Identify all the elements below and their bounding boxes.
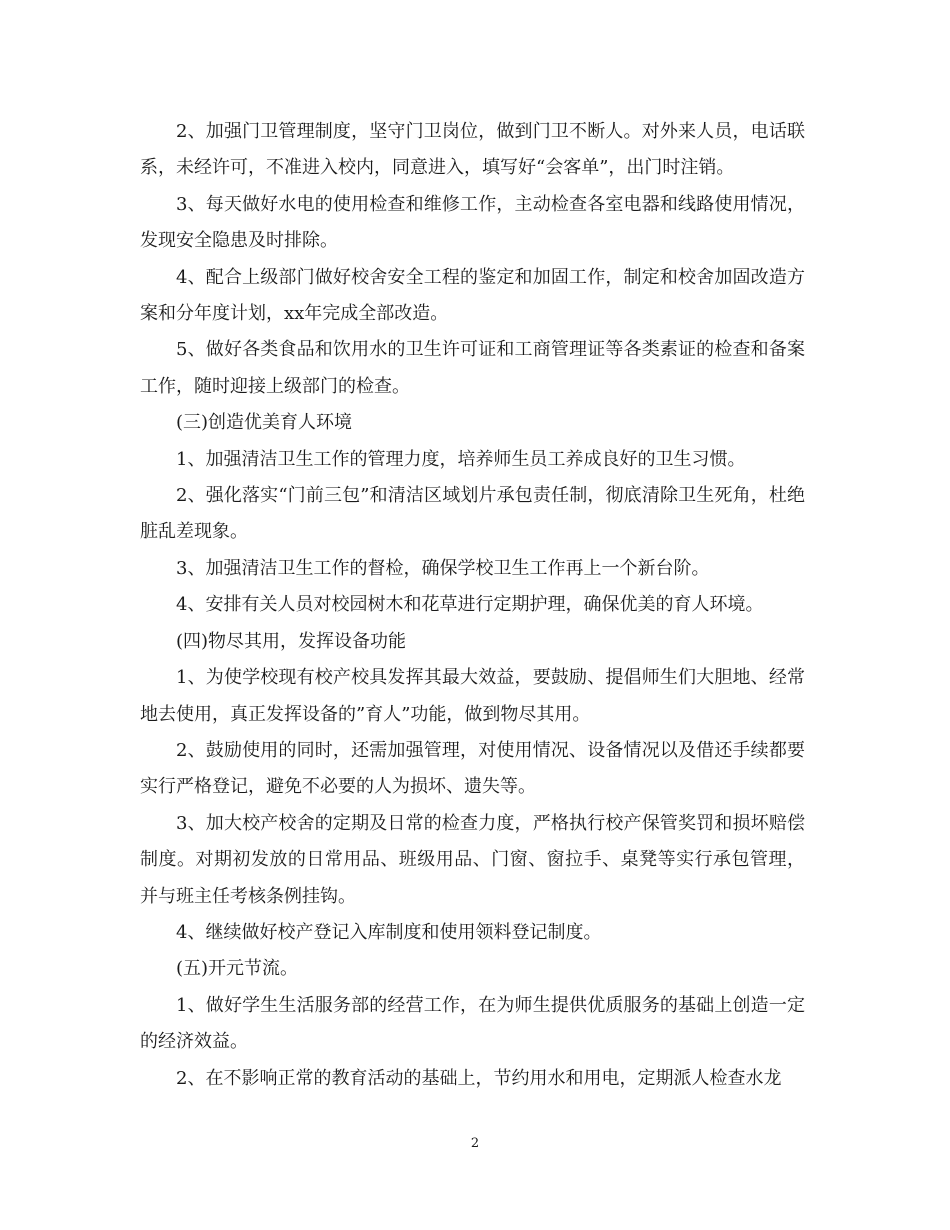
paragraph-cleaning-management: 1、加强清洁卫生工作的管理力度，培养师生员工养成良好的卫生习惯。 [176,448,746,470]
paragraph-landscaping: 4、安排有关人员对校园树木和花草进行定期护理，确保优美的育人环境。 [176,594,764,616]
paragraph-responsibility-system: 2、强化落实“门前三包”和清洁区域划片承包责任制，彻底清除卫生死角，杜绝脏乱差现象。 [140,485,805,543]
paragraph-food-permits: 5、做好各类食品和饮用水的卫生许可证和工商管理证等各类素证的检查和备案工作，随时迎接上级部门的检查。 [140,339,805,397]
section-heading-environment: (三)创造优美育人环境 [176,412,353,434]
paragraph-building-safety: 4、配合上级部门做好校舍安全工程的鉴定和加固工作，制定和校舍加固改造方案和分年度计划，xx年完成全部改造。 [140,266,805,325]
section-heading-equipment: (四)物尽其用，发挥设备功能 [176,630,407,652]
paragraph-cleaning-inspection: 3、加强清洁卫生工作的督检，确保学校卫生工作再上一个新台阶。 [176,557,710,579]
paragraph-gatekeeper: 2、加强门卫管理制度，坚守门卫岗位，做到门卫不断人。对外来人员，电话联系，未经许可，不准进入校内，同意进入，填写好“会客单”，出门时注销。 [140,121,805,179]
paragraph-utilities-check: 3、每天做好水电的使用检查和维修工作，主动检查各室电器和线路使用情况，发现安全隐患及时排除。 [140,193,805,252]
section-heading-economy: (五)开元节流。 [176,958,299,980]
body-text [140,114,805,1097]
paragraph-water-electricity: 2、在不影响正常的教育活动的基础上，节约用水和用电，定期派人检查水龙 [176,1067,782,1089]
paragraph-property-inspection: 3、加大校产校舍的定期及日常的检查力度，严格执行校产保管奖罚和损坏赔偿制度。对期初发放的日常用品、班级用品、门窗、窗拉手、桌凳等实行承包管理，并与班主任考核条例挂钩。 [140,812,805,907]
paragraph-equipment-usage: 1、为使学校现有校产校具发挥其最大效益，要鼓励、提倡师生们大胆地、经常地去使用，真正发挥设备的”育人”功能，做到物尽其用。 [140,667,805,725]
paragraph-student-services: 1、做好学生生活服务部的经营工作，在为师生提供优质服务的基础上创造一定的经济效益。 [140,994,805,1053]
paragraph-equipment-registration: 2、鼓励使用的同时，还需加强管理，对使用情况、设备情况以及借还手续都要实行严格登记，避免不必要的人为损坏、遗失等。 [140,739,805,798]
page-number: 2 [470,1136,480,1151]
paragraph-inventory-system: 4、继续做好校产登记入库制度和使用领料登记制度。 [176,921,602,943]
